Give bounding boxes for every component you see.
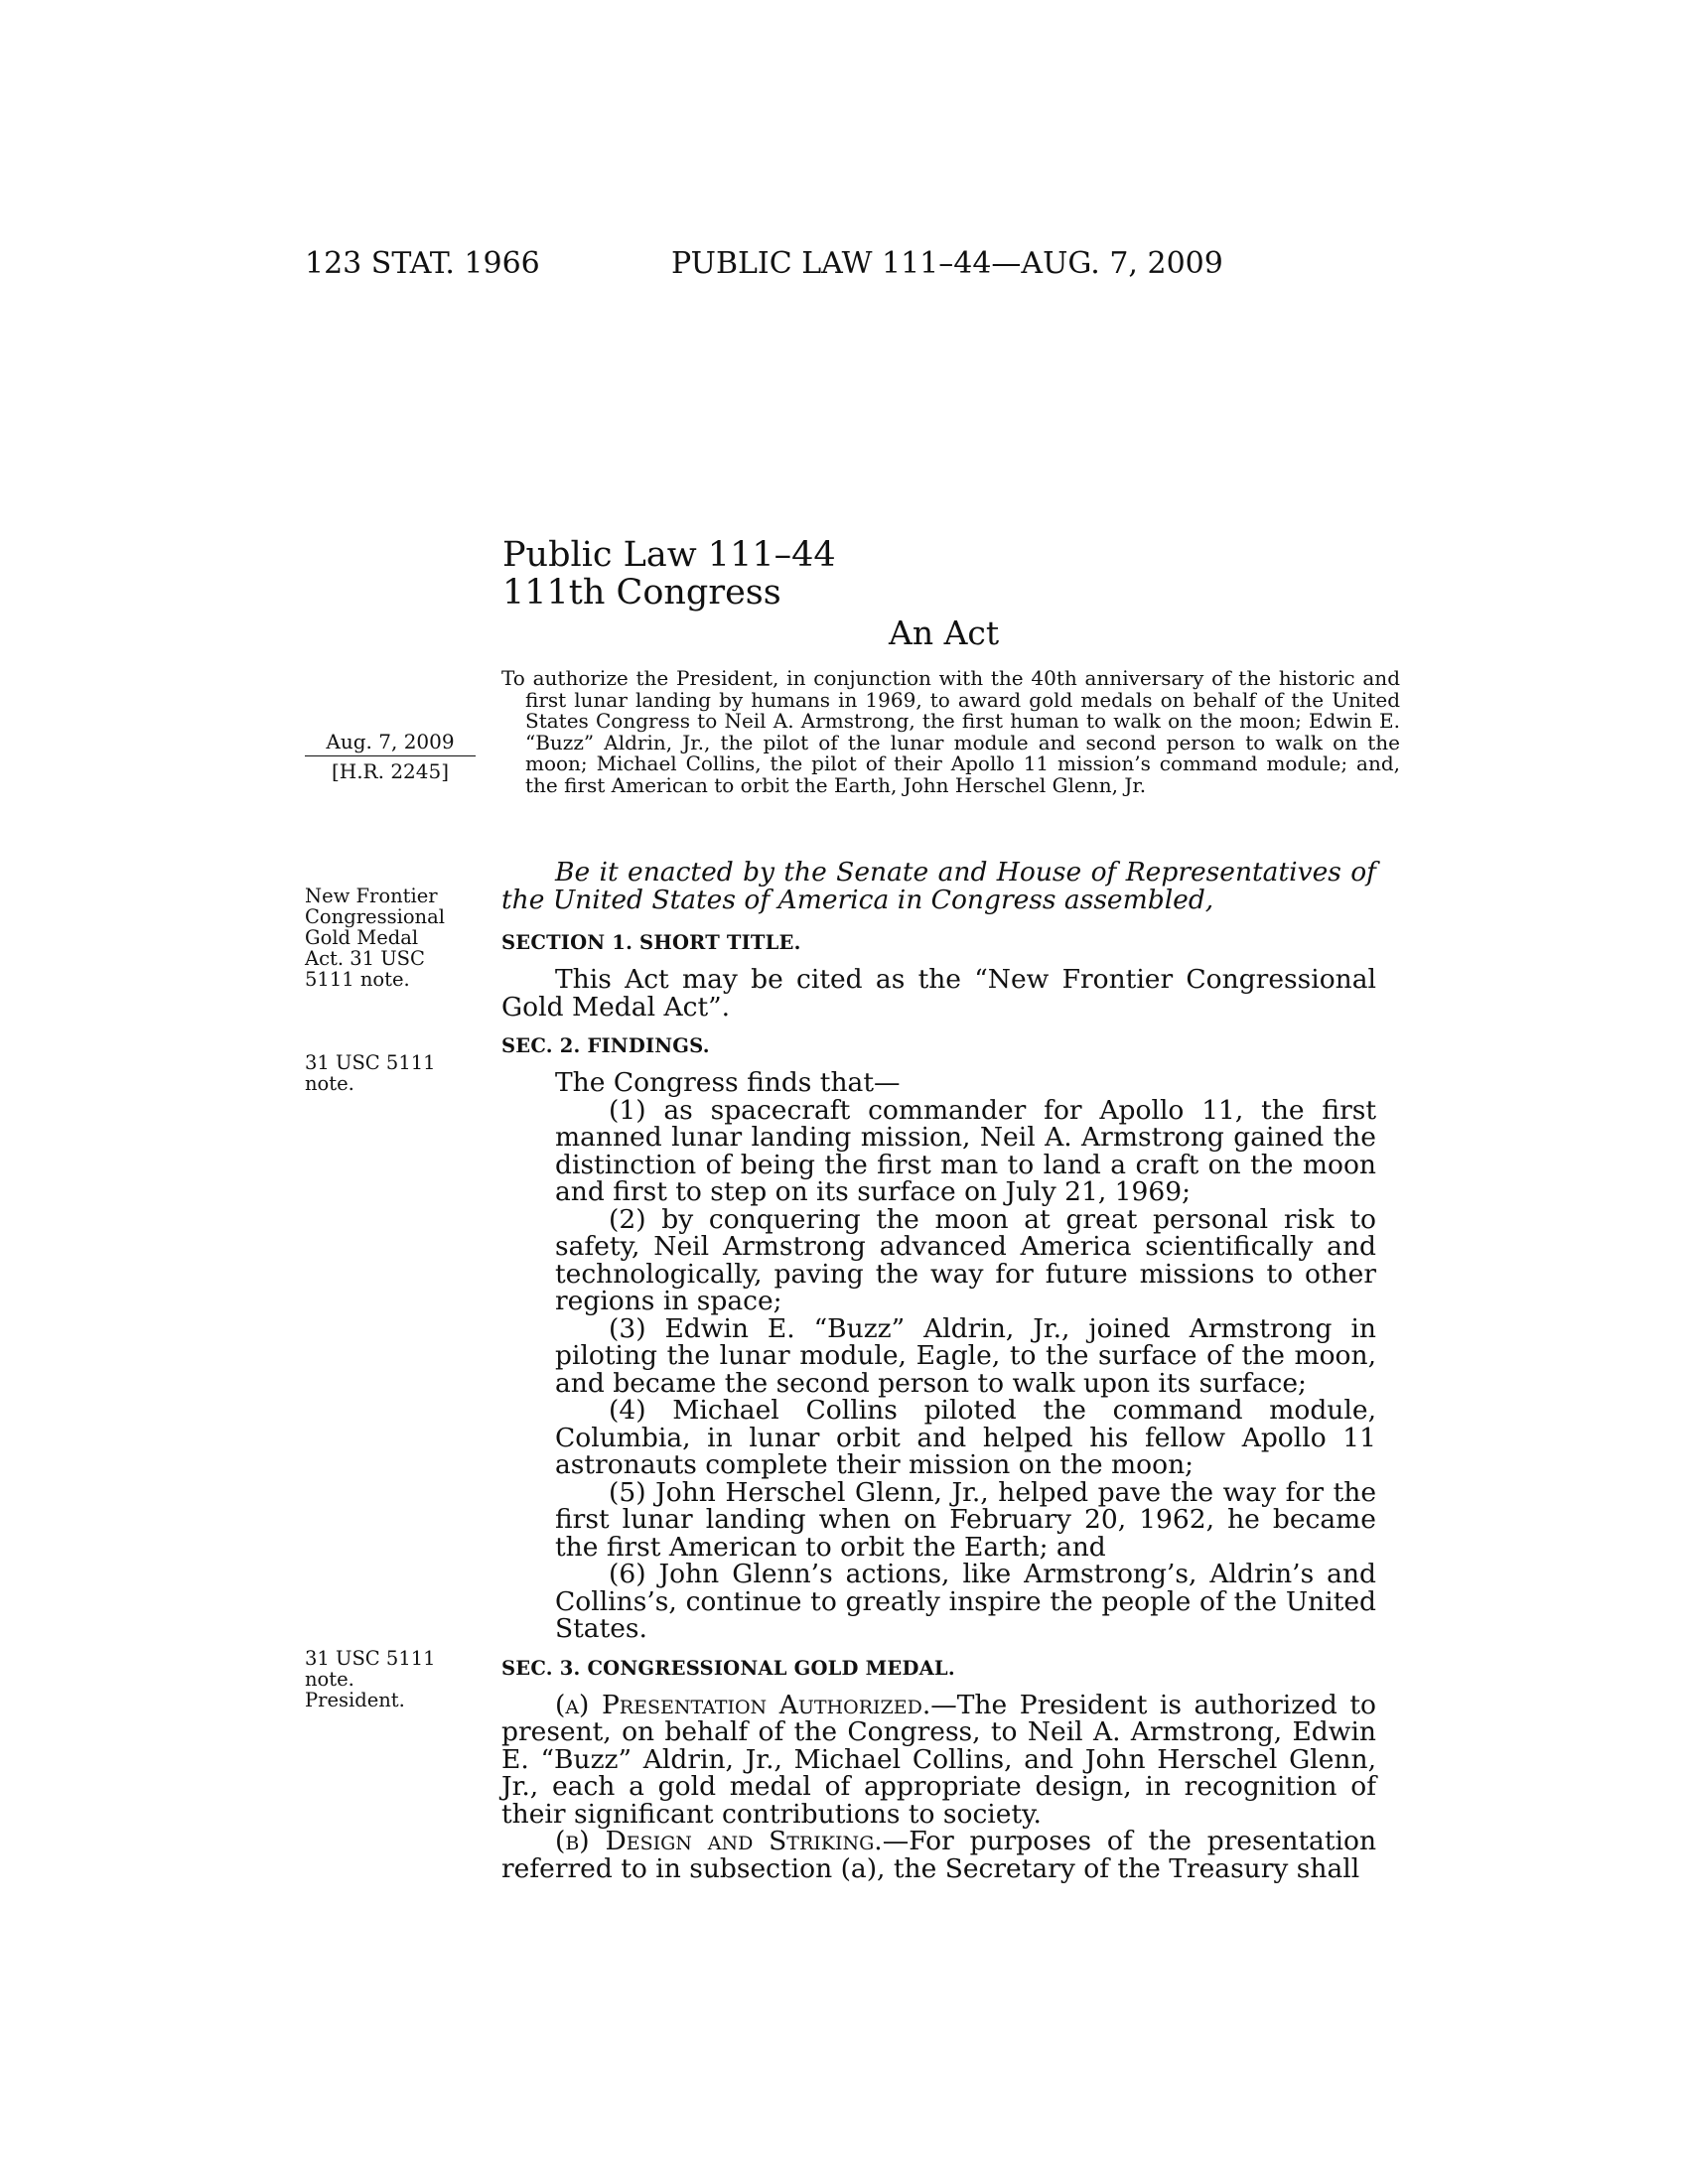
finding-item: (4) Michael Collins piloted the command module, Columbia, in lunar orbit and helped his fellow Apollo 11 astronauts complete their mission on the moon;: [555, 1395, 1376, 1480]
subsection-a: [501, 1689, 1376, 1830]
purpose-statement: To authorize the President, in conjunction with the 40th anniversary of the historic and first lunar landing by humans in 1969, to award gold medals on behalf of the United States Congress to Neil A. Armstrong, the first human to walk on the moon; Edwin E. “Buzz” Aldrin, Jr., the pilot of the lunar module and second person to walk on the moon; Michael Collins, the pilot of their Apollo 11 mission’s command module; and, the first American to orbit the Earth, John Herschel Glenn, Jr.: [501, 666, 1400, 797]
finding-item: (3) Edwin E. “Buzz” Aldrin, Jr., joined Armstrong in piloting the lunar module, Eagle, to the surface of the moon, and became the second person to walk upon its surface;: [555, 1312, 1376, 1399]
finding-item: (6) John Glenn’s actions, like Armstrong’s, Aldrin’s and Collins’s, continue to greatly inspire the people of the United States.: [555, 1559, 1376, 1644]
subsection-a-label: (a) Presentation Authorized.: [555, 1689, 931, 1720]
subsection-b-label: (b) Design and Striking.: [555, 1826, 883, 1856]
section-3-heading: SEC. 3. CONGRESSIONAL GOLD MEDAL.: [501, 1656, 955, 1680]
congress-number: 111th Congress: [502, 573, 781, 613]
finding-item: (5) John Herschel Glenn, Jr., helped pave the way for the first lunar landing when on February 20, 1962, he became the first American to orbit the Earth; and: [555, 1476, 1376, 1563]
section-1-text: This Act may be cited as the “New Frontier Congressional Gold Medal Act”.: [501, 964, 1376, 1023]
section-2-intro: The Congress finds that—: [555, 1067, 901, 1098]
law-title-block: [502, 536, 836, 612]
subsection-b-text: —For purposes of the presentation referred to in subsection (a), the Secretary of the Treasury shall: [501, 1826, 1377, 1884]
law-body: [501, 859, 1376, 1882]
act-heading: An Act: [889, 614, 1000, 652]
subsection-b: [501, 1828, 1376, 1882]
subsection-a-text: —The President is authorized to present, on behalf of the Congress, to Neil A. Armstrong, Edwin E. “Buzz” Aldrin, Jr., Michael Collins, and John Herschel Glenn, Jr., each a gold medal of appropriate design, in recognition of their significant contributions to society.: [501, 1689, 1376, 1830]
running-head-title: PUBLIC LAW 111–44—AUG. 7, 2009: [671, 246, 1223, 281]
section-1-heading: SECTION 1. SHORT TITLE.: [501, 931, 801, 954]
margin-bill-number: [H.R. 2245]: [331, 759, 450, 783]
margin-note-short-title: New Frontier Congressional Gold Medal Act. 31 USC 5111 note.: [305, 885, 445, 991]
margin-divider: [305, 755, 476, 756]
section-2-heading: SEC. 2. FINDINGS.: [501, 1034, 710, 1057]
running-head-page-cite: 123 STAT. 1966: [305, 246, 540, 281]
margin-enactment-info: [305, 731, 476, 782]
margin-date: Aug. 7, 2009: [326, 730, 455, 753]
margin-note-gold-medal: 31 USC 5111 note. President.: [305, 1647, 436, 1711]
finding-item: (1) as spacecraft commander for Apollo 11, the first manned lunar landing mission, Neil A. Armstrong gained the distinction of being the first man to land a craft on the moon and first to step on its surface on July 21, 1969;: [555, 1094, 1376, 1207]
margin-note-findings: 31 USC 5111 note.: [305, 1051, 436, 1095]
enacting-clause: Be it enacted by the Senate and House of Representatives of the United States of America in Congress assembled,: [501, 857, 1376, 915]
public-law-number: Public Law 111–44: [502, 535, 836, 575]
finding-item: (2) by conquering the moon at great personal risk to safety, Neil Armstrong advanced America scientifically and technologically, paving the way for future missions to other regions in space;: [555, 1203, 1376, 1316]
